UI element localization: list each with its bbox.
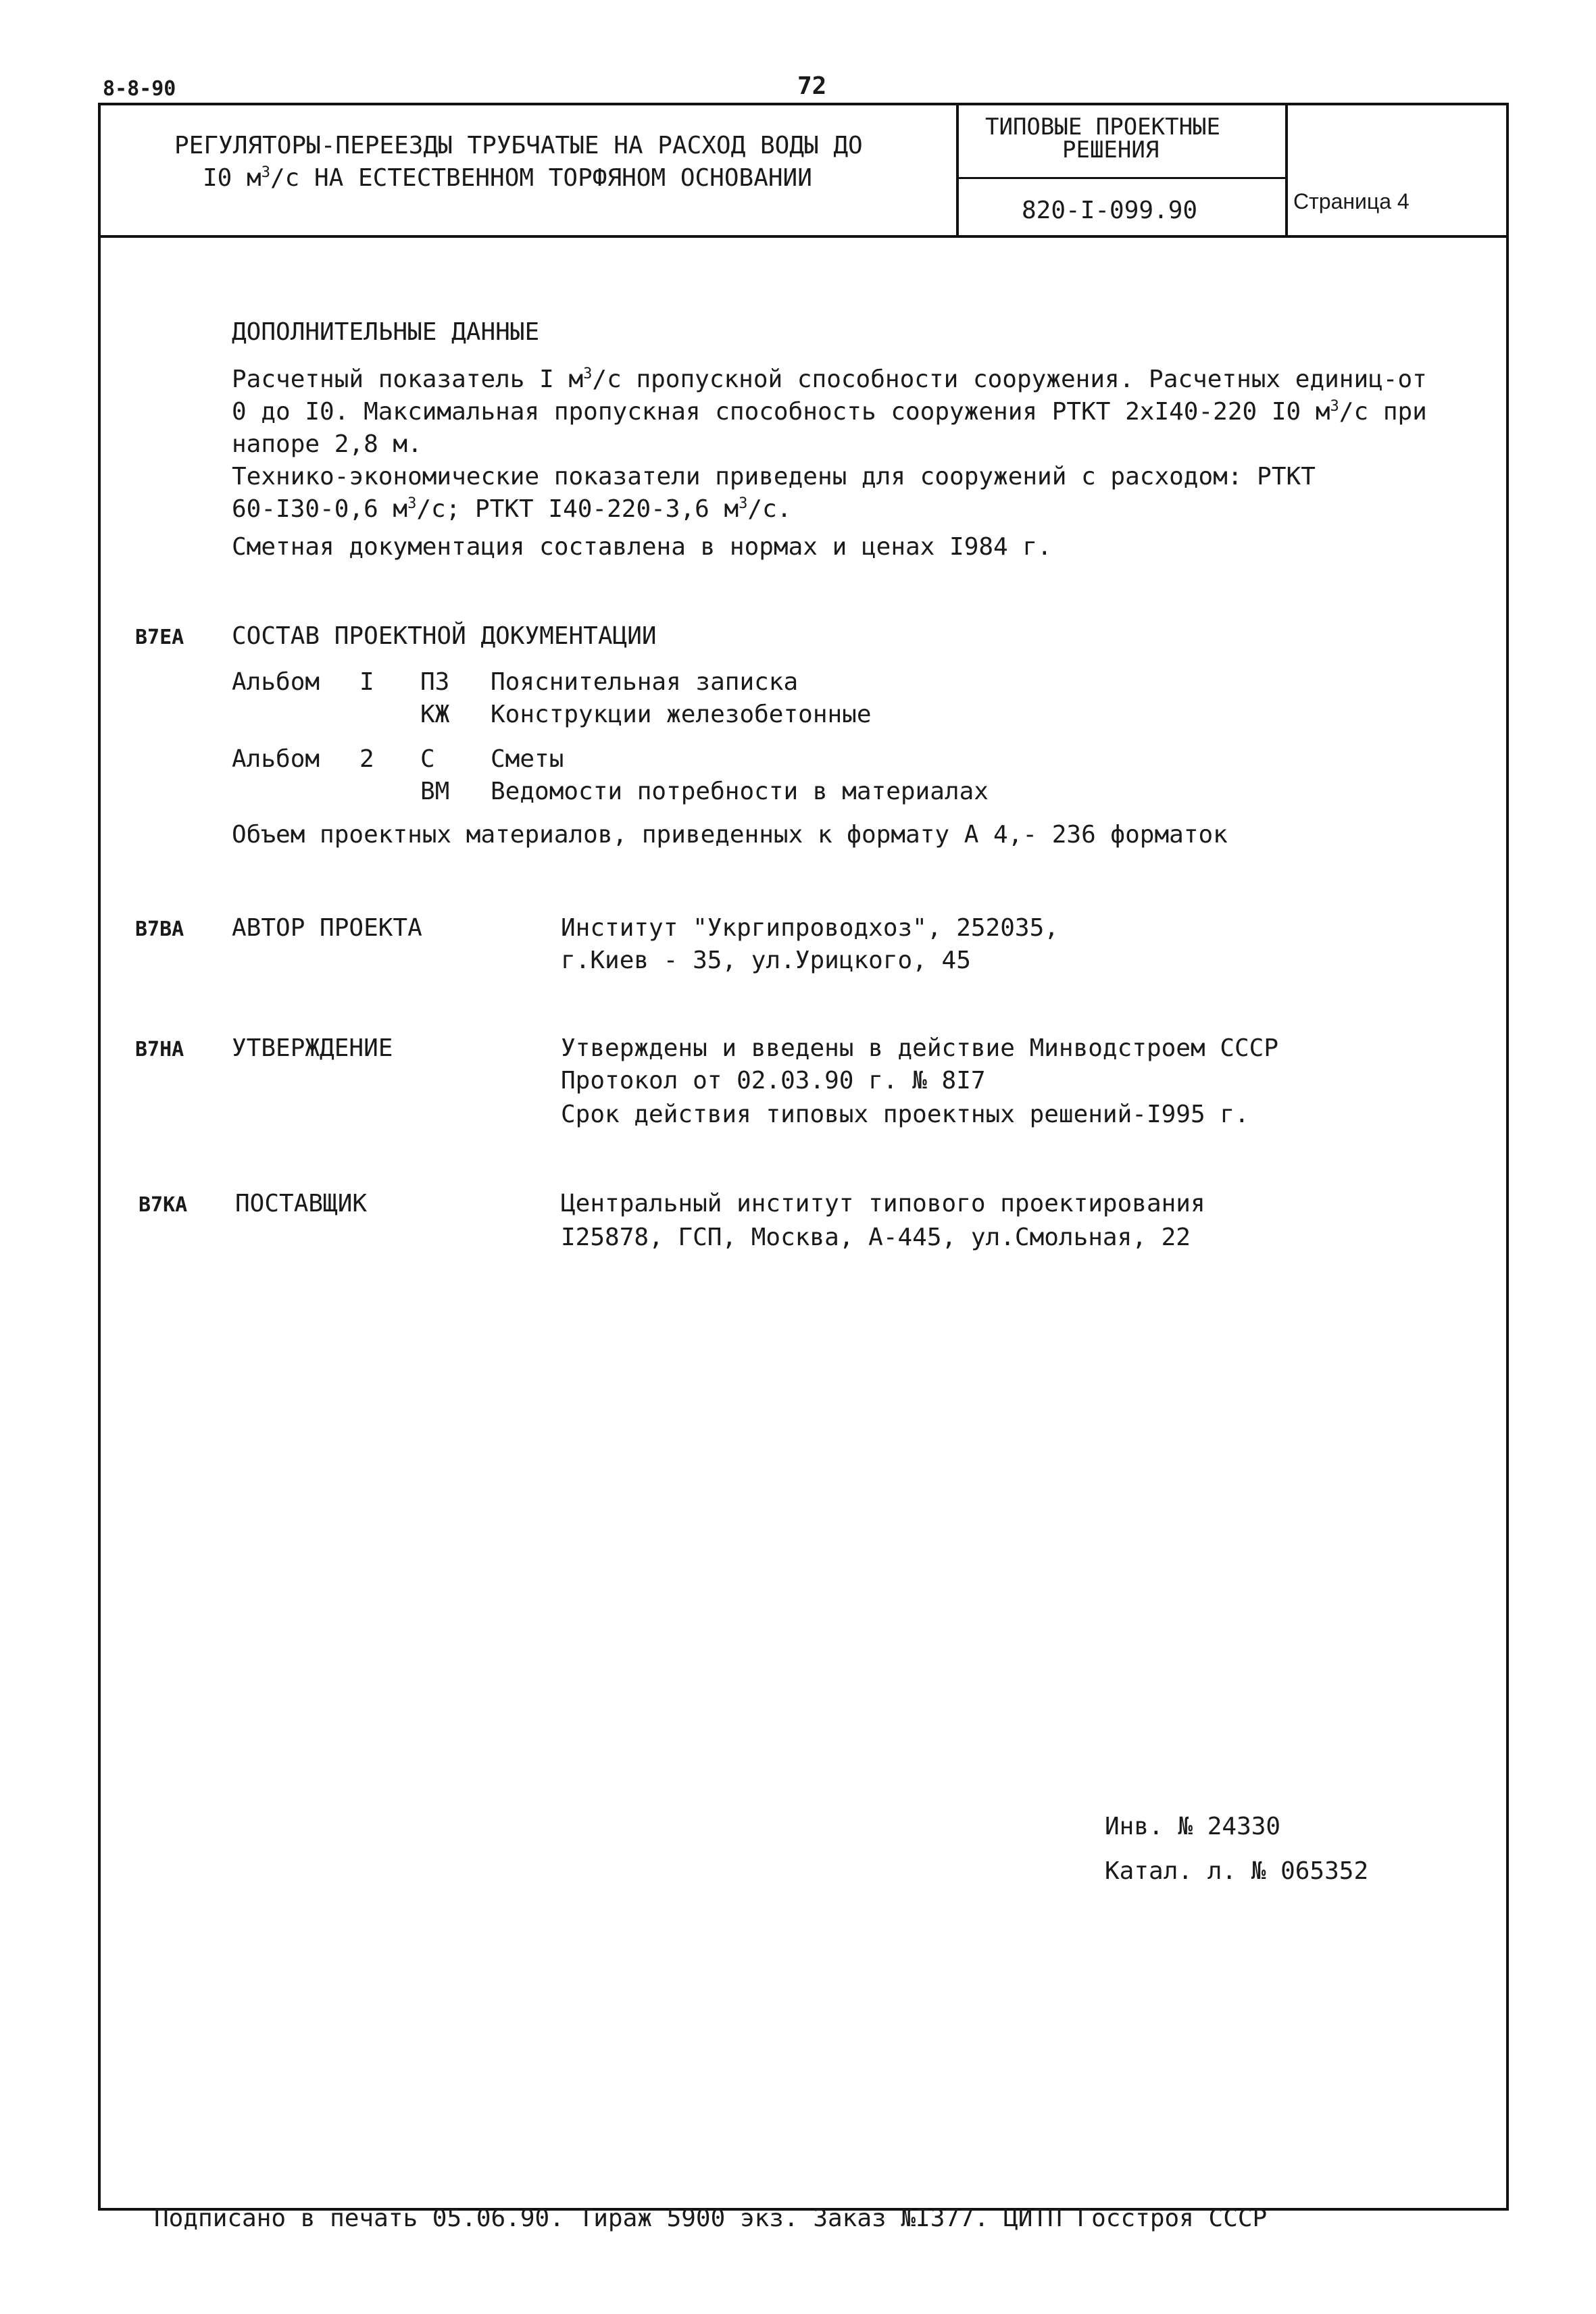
header-col-divider-2 bbox=[1285, 103, 1288, 236]
approval-line-2: Протокол от 02.03.90 г. № 8I7 bbox=[561, 1067, 986, 1095]
author-code: В7ВА bbox=[135, 917, 184, 941]
catalog-sheet-number: Катал. л. № 065352 bbox=[1105, 1857, 1369, 1885]
approval-line-3: Срок действия типовых проектных решений-I995 г. bbox=[561, 1101, 1249, 1128]
additional-line-2: 0 до I0. Максимальная пропускная способность сооружения РТКТ 2хI40-220 I0 $м^3/с$ при bbox=[232, 398, 1427, 426]
page-number: 72 bbox=[797, 72, 827, 100]
album-2-label: Альбом bbox=[232, 745, 320, 773]
album-1-label: Альбом bbox=[232, 668, 320, 696]
additional-line-6: Сметная документация составлена в нормах и ценах I984 г. bbox=[232, 533, 1052, 561]
supplier-code: В7КА bbox=[139, 1193, 188, 1217]
doc-title-line1: РЕГУЛЯТОРЫ-ПЕРЕЕЗДЫ ТРУБЧАТЫЕ НА РАСХОД ВОДЫ ДО bbox=[174, 132, 863, 159]
composition-heading: СОСТАВ ПРОЕКТНОЙ ДОКУМЕНТАЦИИ bbox=[232, 622, 657, 650]
inventory-number: Инв. № 24330 bbox=[1105, 1813, 1281, 1840]
additional-line-5: 60-I30-0,6 $м^3/с$; РТКТ I40-220-3,6 $м^3/с$. bbox=[232, 495, 792, 523]
doc-abbr-vm: ВМ bbox=[420, 778, 450, 805]
approval-code: В7НА bbox=[135, 1038, 184, 1061]
additional-line-1: Расчетный показатель I $м^3/с$ пропускной способности сооружения. Расчетных единиц-от bbox=[232, 366, 1427, 393]
composition-code: В7ЕА bbox=[135, 626, 184, 649]
album-2-number: 2 bbox=[359, 745, 374, 773]
series-title-line1: ТИПОВЫЕ ПРОЕКТНЫЕ bbox=[985, 114, 1220, 141]
album-1-number: I bbox=[359, 668, 374, 696]
doc-title-pz: Пояснительная записка bbox=[491, 668, 799, 696]
series-title-line2: РЕШЕНИЯ bbox=[1062, 136, 1159, 164]
author-line-1: Институт "Укргипроводхоз", 252035, bbox=[561, 914, 1059, 942]
series-cell-divider bbox=[959, 177, 1285, 179]
additional-heading: ДОПОЛНИТЕЛЬНЫЕ ДАННЫЕ bbox=[232, 318, 540, 346]
doc-title-line2: I0 $м^3/с$ НА ЕСТЕСТВЕННОМ ТОРФЯНОМ ОСНОВАНИИ bbox=[203, 164, 812, 192]
doc-abbr-s: С bbox=[420, 745, 435, 773]
print-imprint: Подписано в печать 05.06.90. Тираж 5900 экз. Заказ №I377. ЦИТП Госстроя СССР bbox=[154, 2205, 1268, 2232]
author-heading: АВТОР ПРОЕКТА bbox=[232, 914, 422, 942]
author-line-2: г.Киев - 35, ул.Урицкого, 45 bbox=[561, 947, 971, 974]
supplier-line-1: Центральный институт типового проектирования bbox=[561, 1190, 1205, 1217]
doc-title-s: Сметы bbox=[491, 745, 564, 773]
doc-title-kzh: Конструкции железобетонные bbox=[491, 701, 872, 728]
supplier-line-2: I25878, ГСП, Москва, А-445, ул.Смольная, 22 bbox=[561, 1224, 1191, 1251]
series-code: 820-I-099.90 bbox=[1022, 197, 1198, 224]
volume-note: Объем проектных материалов, приведенных к формату А 4,- 236 форматок bbox=[232, 821, 1228, 849]
doc-title-vm: Ведомости потребности в материалах bbox=[491, 778, 989, 805]
header-divider bbox=[98, 235, 1509, 238]
approval-heading: УТВЕРЖДЕНИЕ bbox=[232, 1034, 393, 1062]
page-label: Страница 4 bbox=[1293, 189, 1410, 213]
doc-abbr-kzh: КЖ bbox=[420, 701, 450, 728]
supplier-heading: ПОСТАВЩИК bbox=[235, 1190, 368, 1217]
header-col-divider-1 bbox=[956, 103, 959, 236]
additional-line-3: напоре 2,8 м. bbox=[232, 430, 422, 458]
approval-line-1: Утверждены и введены в действие Минводстроем СССР bbox=[561, 1034, 1279, 1062]
additional-line-4: Технико-экономические показатели приведены для сооружений с расходом: РТКТ bbox=[232, 463, 1316, 491]
doc-abbr-pz: ПЗ bbox=[420, 668, 450, 696]
document-code: 8-8-90 bbox=[103, 77, 176, 101]
